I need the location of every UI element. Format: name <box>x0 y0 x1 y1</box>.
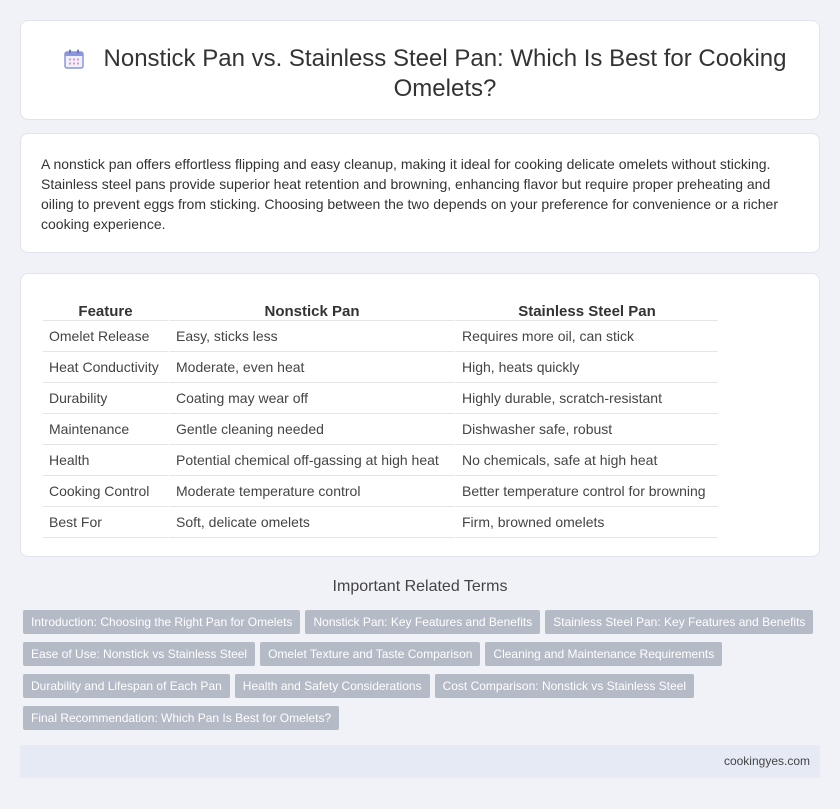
comparison-table <box>43 296 718 538</box>
table-cell: Soft, delicate omelets <box>168 507 454 538</box>
title-card <box>20 20 820 120</box>
table-row <box>43 383 718 414</box>
table-cell: Cooking Control <box>43 476 168 507</box>
related-term-tag[interactable]: Health and Safety Considerations <box>235 674 430 698</box>
table-row <box>43 352 718 383</box>
table-cell: Moderate temperature control <box>168 476 454 507</box>
table-row <box>43 476 718 507</box>
tag-row <box>23 706 823 738</box>
table-cell: Coating may wear off <box>168 383 454 414</box>
related-term-tag[interactable]: Cost Comparison: Nonstick vs Stainless Steel <box>435 674 694 698</box>
table-row <box>43 414 718 445</box>
header-feature: Feature <box>43 296 168 321</box>
page-title: Nonstick Pan vs. Stainless Steel Pan: Which Is Best for Cooking Omelets? <box>103 45 787 102</box>
table-cell: Omelet Release <box>43 321 168 352</box>
related-term-tag[interactable]: Ease of Use: Nonstick vs Stainless Steel <box>23 642 255 666</box>
related-term-tag[interactable]: Nonstick Pan: Key Features and Benefits <box>305 610 540 634</box>
table-cell: Firm, browned omelets <box>454 507 718 538</box>
tag-row <box>23 610 823 642</box>
intro-text: A nonstick pan offers effortless flipping and easy cleanup, making it ideal for cooking delicate omelets without sticking. Stainless steel pans provide superior heat retention and browning, enhancing flavor but require proper preheating and oiling to prevent eggs from sticking. Choosing between the two depends on your preference for convenience or a richer cooking experience. <box>41 156 778 232</box>
related-term-tag[interactable]: Durability and Lifespan of Each Pan <box>23 674 230 698</box>
related-terms-heading: Important Related Terms <box>332 578 508 595</box>
footer <box>20 745 820 778</box>
related-term-tag[interactable]: Cleaning and Maintenance Requirements <box>485 642 722 666</box>
table-row <box>43 507 718 538</box>
table-cell: No chemicals, safe at high heat <box>454 445 718 476</box>
table-cell: Health <box>43 445 168 476</box>
header-stainless: Stainless Steel Pan <box>454 296 718 321</box>
table-row <box>43 321 718 352</box>
tag-row <box>23 674 823 706</box>
header-nonstick: Nonstick Pan <box>168 296 454 321</box>
table-header-row <box>43 296 718 321</box>
table-cell: Moderate, even heat <box>168 352 454 383</box>
table-cell: Better temperature control for browning <box>454 476 718 507</box>
table-cell: Dishwasher safe, robust <box>454 414 718 445</box>
related-terms-list <box>23 610 823 738</box>
related-term-tag[interactable]: Stainless Steel Pan: Key Features and Benefits <box>545 610 813 634</box>
comparison-card <box>20 273 820 557</box>
table-cell: Durability <box>43 383 168 414</box>
related-term-tag[interactable]: Final Recommendation: Which Pan Is Best for Omelets? <box>23 706 339 730</box>
table-row <box>43 445 718 476</box>
related-term-tag[interactable]: Omelet Texture and Taste Comparison <box>260 642 480 666</box>
table-cell: Best For <box>43 507 168 538</box>
table-cell: Highly durable, scratch-resistant <box>454 383 718 414</box>
table-cell: Gentle cleaning needed <box>168 414 454 445</box>
table-cell: Potential chemical off-gassing at high heat <box>168 445 454 476</box>
table-cell: Maintenance <box>43 414 168 445</box>
footer-site-link[interactable]: cookingyes.com <box>723 754 810 768</box>
table-cell: Easy, sticks less <box>168 321 454 352</box>
table-cell: Requires more oil, can stick <box>454 321 718 352</box>
table-cell: High, heats quickly <box>454 352 718 383</box>
intro-card <box>20 133 820 253</box>
tag-row <box>23 642 823 674</box>
table-cell: Heat Conductivity <box>43 352 168 383</box>
related-term-tag[interactable]: Introduction: Choosing the Right Pan for Omelets <box>23 610 300 634</box>
